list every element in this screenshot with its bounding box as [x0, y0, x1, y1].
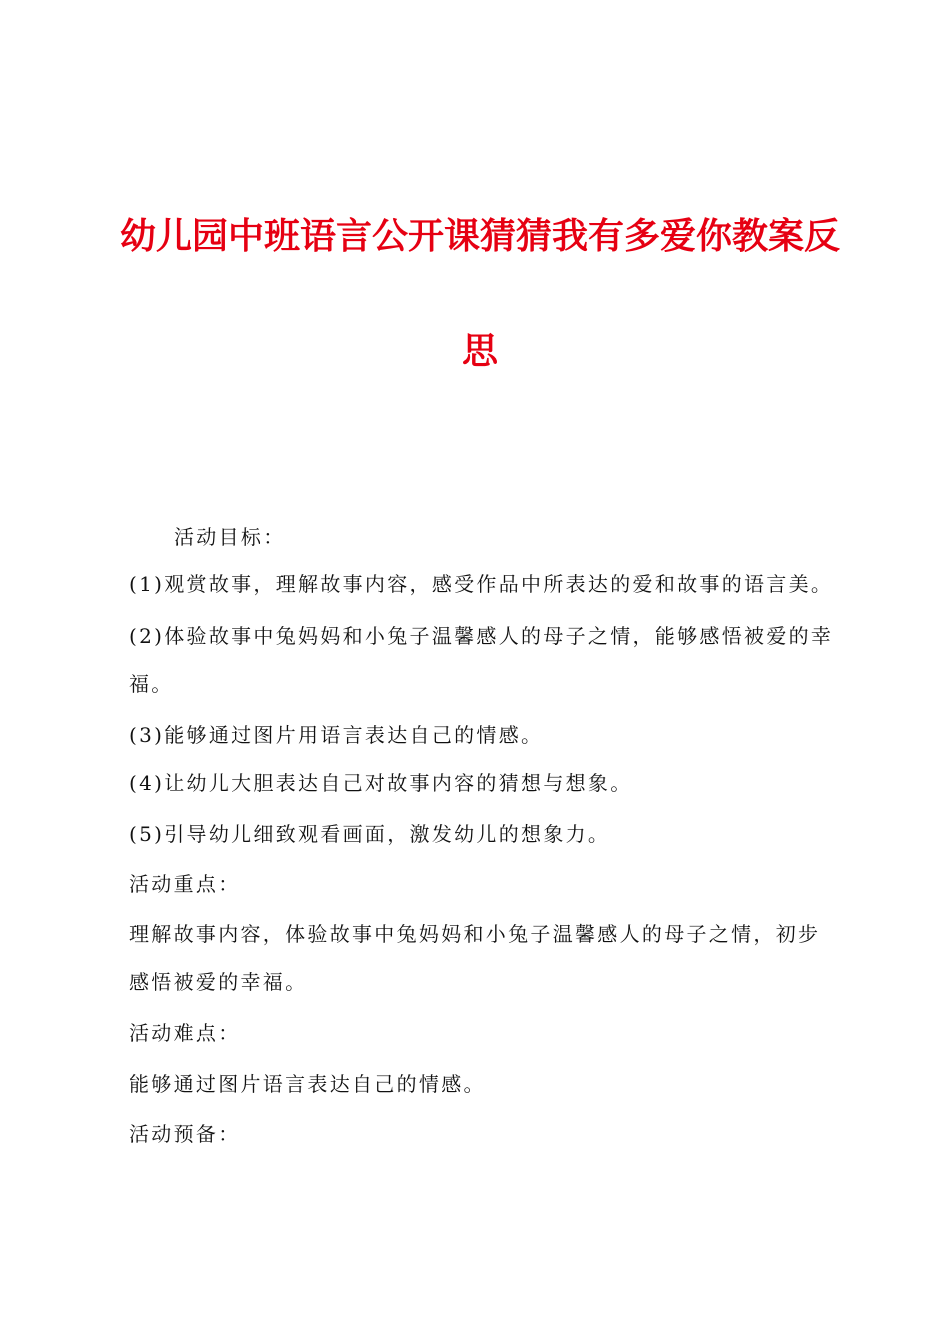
document-title-line-1: 幼儿园中班语言公开课猜猜我有多爱你教案反 — [119, 216, 840, 257]
document-title-line-2: 思 — [461, 331, 498, 372]
goal-item-4: (4)让幼儿大胆表达自己对故事内容的猜想与想象。 — [129, 771, 633, 795]
section-heading-preparation: 活动预备： — [129, 1122, 241, 1146]
goal-item-2-line-1: (2)体验故事中兔妈妈和小兔子温馨感人的母子之情，能够感悟被爱的幸 — [129, 624, 834, 648]
goal-item-3: (3)能够通过图片用语言表达自己的情感。 — [129, 723, 544, 747]
key-points-line-2: 感悟被爱的幸福。 — [129, 970, 308, 994]
difficulties-line-1: 能够通过图片语言表达自己的情感。 — [129, 1072, 486, 1096]
goal-item-5: (5)引导幼儿细致观看画面，激发幼儿的想象力。 — [129, 822, 611, 846]
section-heading-difficulties: 活动难点： — [129, 1021, 241, 1045]
goal-item-1: (1)观赏故事，理解故事内容，感受作品中所表达的爱和故事的语言美。 — [129, 572, 834, 596]
section-heading-key-points: 活动重点： — [129, 872, 241, 896]
goal-item-2-line-2: 福。 — [129, 672, 174, 696]
key-points-line-1: 理解故事内容，体验故事中兔妈妈和小兔子温馨感人的母子之情，初步 — [129, 922, 821, 946]
section-heading-goals: 活动目标： — [174, 525, 286, 549]
